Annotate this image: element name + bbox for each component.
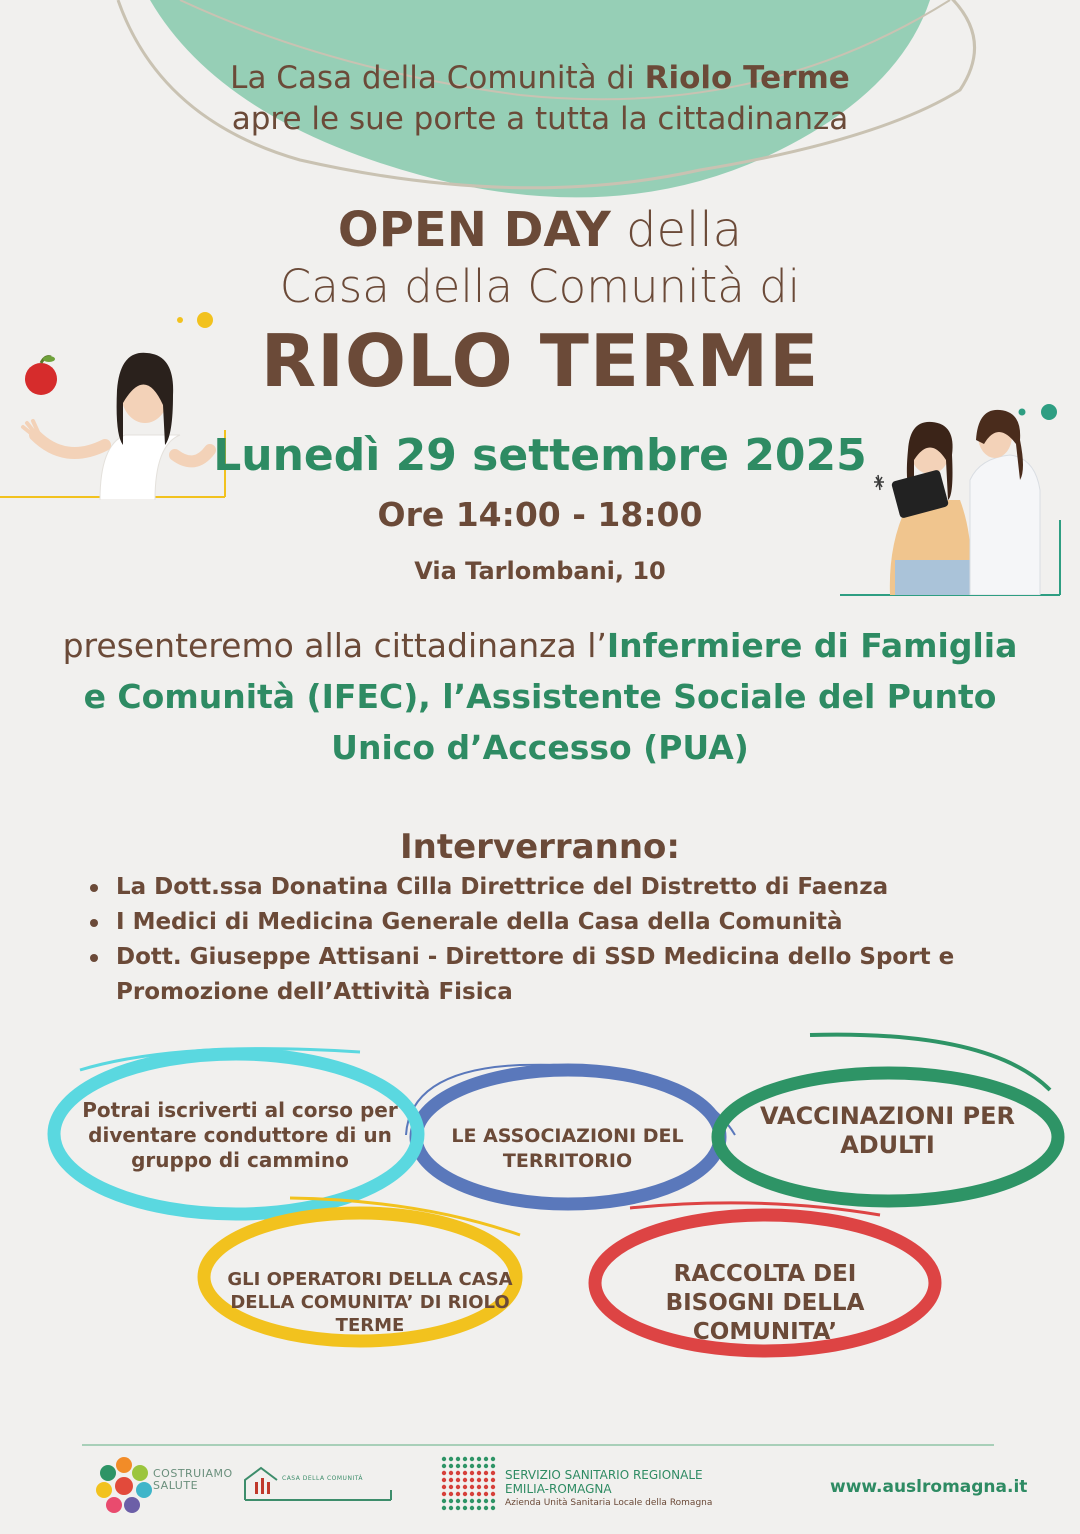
- ssr-line-1: SERVIZIO SANITARIO REGIONALE: [505, 1468, 703, 1482]
- presentation-highlight: Infermiere di Famiglia e Comunità (IFEC), l’Assistente Sociale del Punto Unico d’Accesso (PUA): [83, 626, 1018, 767]
- ssr-line-2: EMILIA-ROMAGNA: [505, 1482, 612, 1496]
- website-link[interactable]: www.auslromagna.it: [830, 1477, 1028, 1497]
- event-address: Via Tarlombani, 10: [414, 557, 666, 585]
- presentation-text: [60, 620, 1020, 773]
- presentation-intro: presenteremo alla cittadinanza l’: [62, 626, 607, 665]
- speaker-item: La Dott.ssa Donatina Cilla Direttrice del Distretto di Faenza: [88, 870, 988, 905]
- highlight-needs: RACCOLTA DEI BISOGNI DELLA COMUNITA’: [665, 1261, 865, 1345]
- town-title: RIOLO TERME: [260, 319, 820, 403]
- open-day-heading: [0, 200, 1080, 260]
- intro-text: [0, 58, 1080, 140]
- highlight-rings: [0, 1030, 1080, 1390]
- ssr-line-3: Azienda Unità Sanitaria Locale della Romagna: [505, 1498, 713, 1508]
- highlight-vaccinations: VACCINAZIONI PER ADULTI: [760, 1102, 1015, 1159]
- intro-line-1: [0, 58, 1080, 99]
- speaker-item: I Medici di Medicina Generale della Casa della Comunità: [88, 905, 988, 940]
- highlight-operators: GLI OPERATORI DELLA CASA DELLA COMUNITA’ DI RIOLO TERME: [227, 1269, 513, 1336]
- intro-town: Riolo Terme: [644, 60, 850, 96]
- highlight-walk: Potrai iscriverti al corso per diventare conduttore di un gruppo di cammino: [82, 1098, 398, 1172]
- casa-comunita-line: Casa della Comunità di: [279, 260, 801, 313]
- event-date: Lunedì 29 settembre 2025: [213, 430, 867, 481]
- footer-divider: [82, 1444, 994, 1446]
- open-day-rest: della: [610, 202, 743, 258]
- regione-dot-logo: [440, 1455, 498, 1513]
- casa-logo-text: CASA DELLA COMUNITÀ: [282, 1475, 364, 1482]
- open-day-bold: OPEN DAY: [337, 202, 611, 258]
- highlight-associations: LE ASSOCIAZIONI DEL TERRITORIO: [451, 1125, 684, 1172]
- salute-logo-text: COSTRUIAMO SALUTE: [153, 1467, 233, 1492]
- speakers-title: Interverranno:: [399, 827, 680, 867]
- event-hours: Ore 14:00 - 18:00: [377, 495, 703, 534]
- intro-prefix: La Casa della Comunità di: [230, 60, 645, 96]
- intro-line-2: apre le sue porte a tutta la cittadinanza: [231, 101, 849, 137]
- speaker-item: Dott. Giuseppe Attisani - Direttore di SSD Medicina dello Sport e Promozione dell’Attività Fisica: [88, 940, 988, 1010]
- speakers-list: [88, 870, 988, 1010]
- casa-comunita-logo: [243, 1466, 393, 1502]
- ssr-text: [505, 1468, 765, 1510]
- costruiamo-salute-logo: [92, 1455, 157, 1515]
